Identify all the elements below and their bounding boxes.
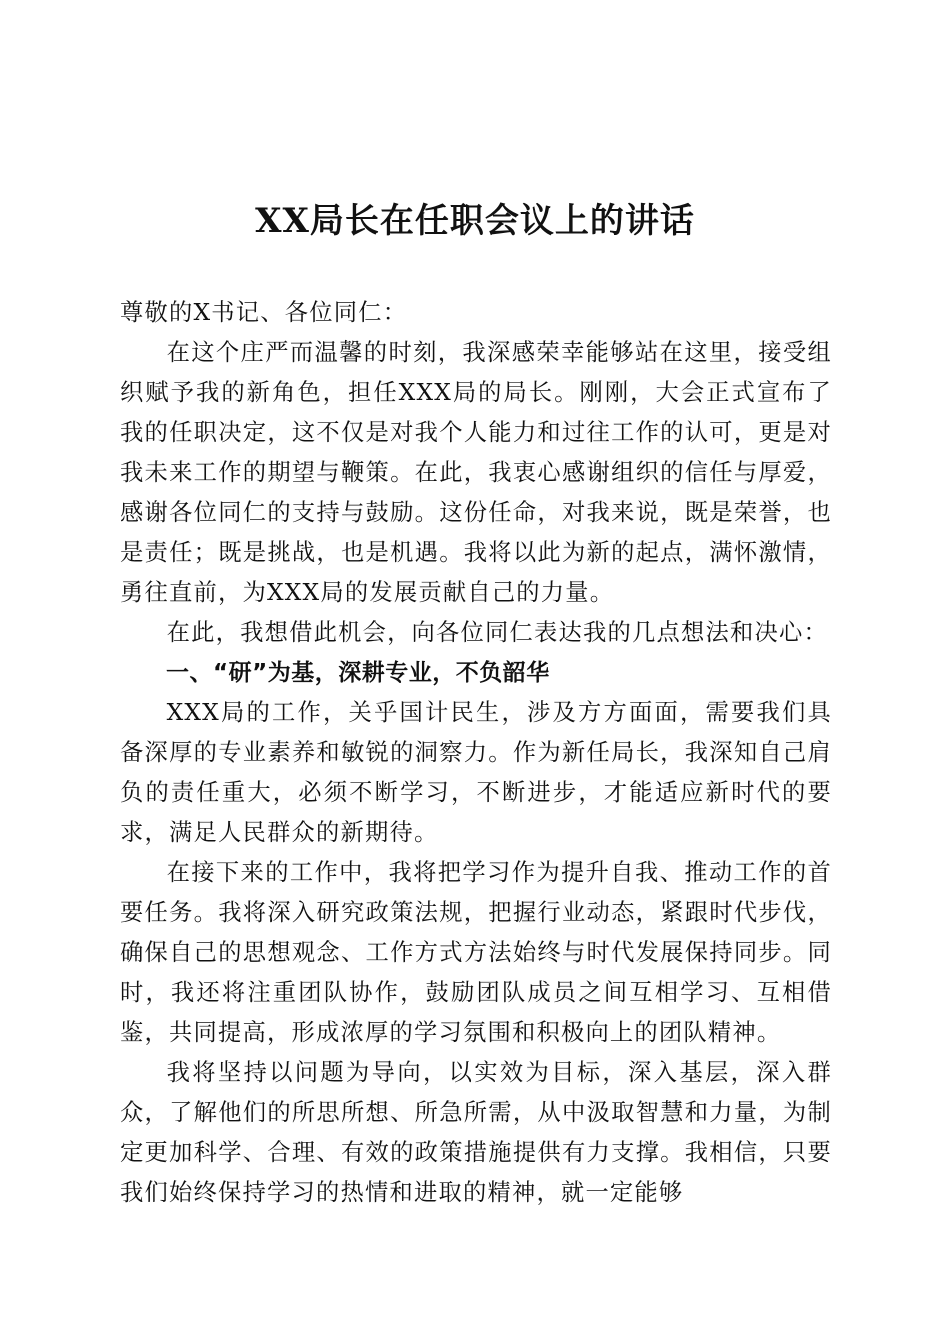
section-heading: 一、“研”为基，深耕专业，不负韶华 <box>166 660 550 686</box>
paragraph: 我将坚持以问题为导向，以实效为目标，深入基层，深入群众，了解他们的所思所想、所急所需，从中汲取智慧和力量，为制定更加科学、合理、有效的政策措施提供有力支撑。我相信，只要我们始终保持学习的热情和进取的精神，就一定能够 <box>120 1059 832 1206</box>
paragraph: 在接下来的工作中，我将把学习作为提升自我、推动工作的首要任务。我将深入研究政策法规，把握行业动态，紧跟时代步伐，确保自己的思想观念、工作方式方法始终与时代发展保持同步。同时，我还将注重团队协作，鼓励团队成员之间互相学习、互相借鉴，共同提高，形成浓厚的学习氛围和积极向上的团队精神。 <box>120 859 832 1046</box>
paragraph: 在此，我想借此机会，向各位同仁表达我的几点想法和决心： <box>166 619 829 646</box>
document-title: XX局长在任职会议上的讲话 <box>255 201 695 241</box>
document-body <box>120 293 832 1213</box>
salutation: 尊敬的X书记、各位同仁： <box>120 299 408 326</box>
paragraph: XXX局的工作，关乎国计民生，涉及方方面面，需要我们具备深厚的专业素养和敏锐的洞察力。作为新任局长，我深知自己肩负的责任重大，必须不断学习，不断进步，才能适应新时代的要求，满足人民群众的新期待。 <box>120 699 832 846</box>
paragraph: 在这个庄严而温馨的时刻，我深感荣幸能够站在这里，接受组织赋予我的新角色，担任XXX局的局长。刚刚，大会正式宣布了我的任职决定，这不仅是对我个人能力和过往工作的认可，更是对我未来工作的期望与鞭策。在此，我衷心感谢组织的信任与厚爱，感谢各位同仁的支持与鼓励。这份任命，对我来说，既是荣誉，也是责任；既是挑战，也是机遇。我将以此为新的起点，满怀激情，勇往直前，为XXX局的发展贡献自己的力量。 <box>120 339 832 606</box>
